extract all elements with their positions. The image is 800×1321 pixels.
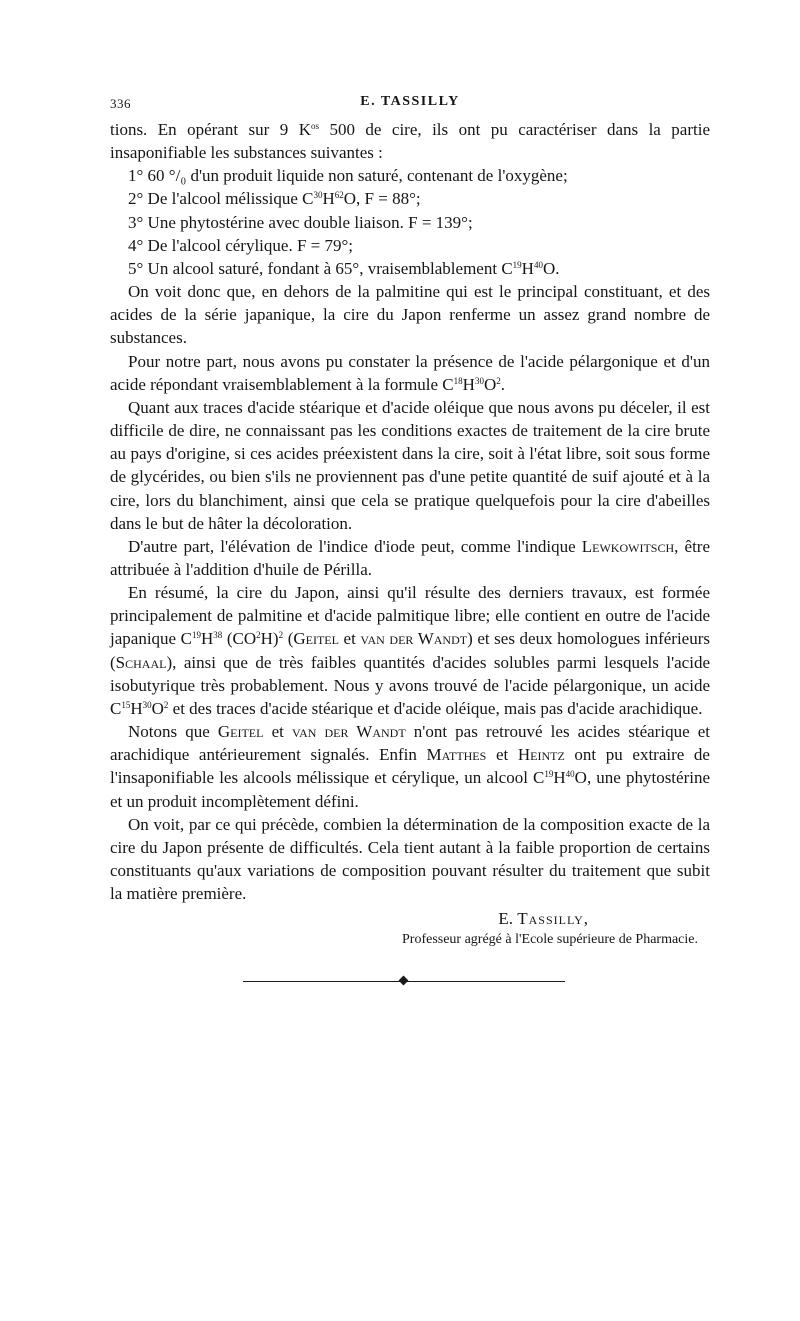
paragraph-2: On voit donc que, en dehors de la palmitine qui est le principal constituant, et des acides de la série japanique, la cire du Japon renferme un assez grand nombre de substances. — [110, 282, 710, 348]
list-item: 2° De l'alcool mélissique $C^{30}H^{62}O$, F = 88°; — [128, 189, 421, 209]
list-item: 1° 60 °/₀ d'un produit liquide non saturé, contenant de l'oxygène; — [128, 166, 568, 186]
author-name: Geitel — [217, 722, 264, 742]
signature: E. Tassilly, — [498, 909, 588, 929]
author-name: van der Wandt — [291, 722, 406, 742]
paragraph-6: En résumé, la cire du Japon, ainsi qu'il résulte des derniers travaux, est formée principalement de palmitine et d'acide palmitique libre; elle contient en outre de l'acide japanique $C^{19}H^{38}$ $(CO^2H)^2$ (Geitel et van der Wandt) et ses deux homologues inférieurs (Schaal), ainsi que de très faibles quantités d'acides solubles parmi lesquels l'acide isobutyrique très probablement. Nous y avons trouvé de l'acide pélargonique, un acide $C^{15}H^{30}O^2$ et des traces d'acide stéarique et d'acide oléique, mais pas d'acide arachidique. — [110, 583, 710, 718]
journal-page — [110, 92, 710, 986]
author-name: Heintz — [517, 745, 565, 765]
paragraph-7: Notons que Geitel et van der Wandt n'ont pas retrouvé les acides stéarique et arachidique antérieurement signalés. Enfin Matthes et Heintz ont pu extraire de l'insaponifiable les alcools mélissique et cérylique, un alcool $C^{19}H^{40}O$, une phytostérine et un produit incomplètement défini. — [110, 722, 711, 811]
paragraph-5: D'autre part, l'élévation de l'indice d'iode peut, comme l'indique Lewkowitsch, être attribuée à l'addition d'huile de Périlla. — [110, 536, 710, 579]
list-item: 3° Une phytostérine avec double liaison. F = 139°; — [128, 212, 473, 232]
author-name: Matthes — [426, 745, 487, 765]
running-head-author: E. TASSILLY — [360, 94, 460, 109]
paragraph-4: Quant aux traces d'acide stéarique et d'acide oléique que nous avons pu déceler, il est difficile de dire, ne connaissant pas les conditions exactes de traitement de la cire brute au pays d'origine, si ces acides préexistent dans la cire, soit à l'état libre, soit sous forme de glycérides, ou bien s'ils ne proviennent pas d'une petite quantité de suif ajouté et à la cire, lors du blanchiment, ainsi que cela se pratique quelquefois pour la cire d'abeilles dans le but de hâter la décoloration. — [110, 397, 710, 533]
list-item: 4° De l'alcool cérylique. F = 79°; — [128, 235, 354, 255]
paragraph-3: Pour notre part, nous avons pu constater la présence de l'acide pélargonique et d'un acide répondant vraisemblablement à la formule $C^{18}H^{30}O^2$. — [110, 351, 710, 394]
author-name: Schaal — [115, 652, 167, 672]
author-name: Geitel — [293, 629, 339, 649]
signature-name: Tassilly — [517, 909, 584, 929]
diamond-ornament-icon — [399, 976, 409, 986]
signature-affiliation: Professeur agrégé à l'Ecole supérieure de Pharmacie. — [402, 932, 698, 948]
paragraph-8: On voit, par ce qui précède, combien la détermination de la composition exacte de la cire du Japon présente de difficultés. Cela tient autant à la faible proportion de certains constituants qu'aux variations de composition pouvant résulter du traitement que subit la matière première. — [110, 814, 710, 904]
paragraph-1: tions. En opérant sur 9 $K^{os}$ 500 de cire, ils ont pu caractériser dans la partie insaponifiable les substances suivantes : — [110, 120, 710, 163]
author-name: Lewkowitsch — [581, 536, 675, 556]
author-name: van der Wandt — [360, 629, 468, 649]
running-head — [110, 92, 710, 118]
page-number: 336 — [110, 96, 131, 111]
section-divider — [243, 976, 565, 986]
list-item: 5° Un alcool saturé, fondant à 65°, vraisemblablement $C^{19}H^{40}O$. — [128, 258, 560, 278]
